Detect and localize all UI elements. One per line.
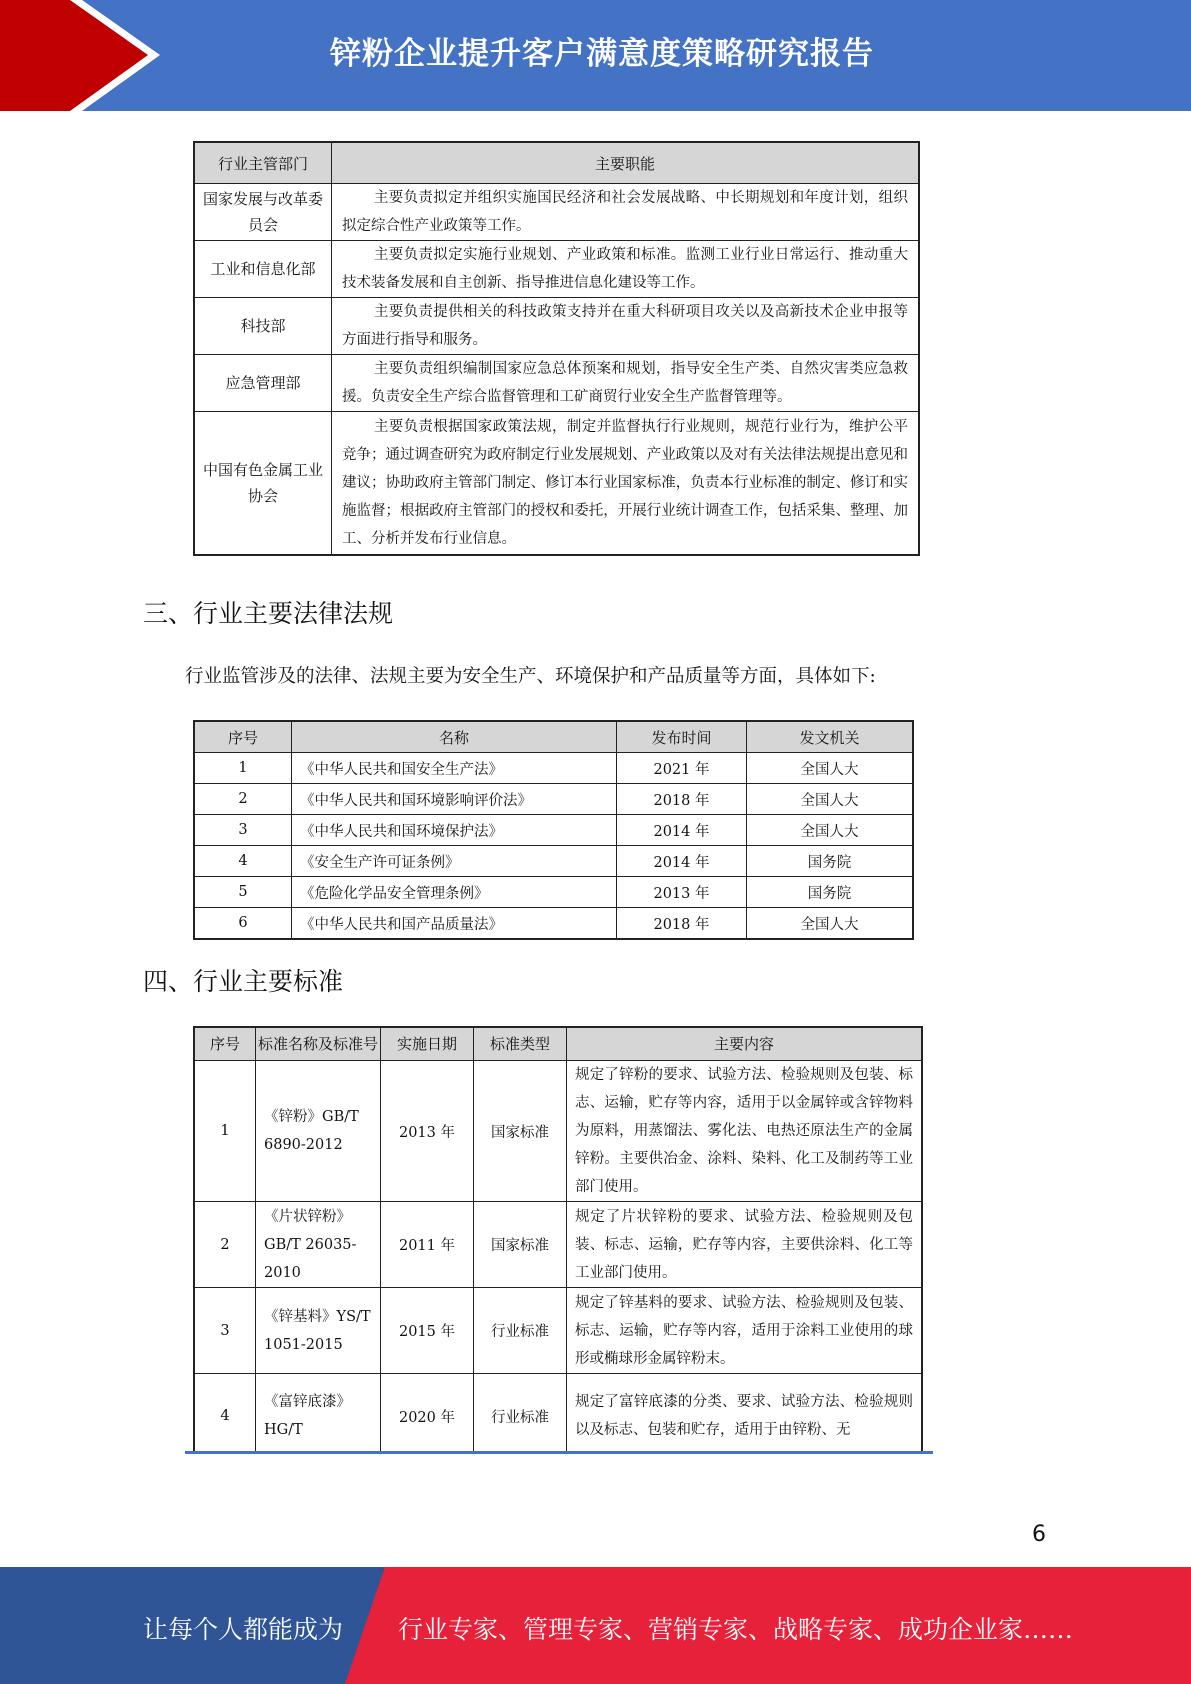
no-cell: 6 — [194, 908, 292, 940]
footer-slogan-left: 让每个人都能成为 — [143, 1615, 344, 1644]
law-name-cell: 《危险化学品安全管理条例》 — [292, 877, 617, 908]
law-name-cell: 《中华人民共和国环境影响评价法》 — [292, 784, 617, 815]
type-cell: 行业标准 — [474, 1288, 567, 1374]
column-header: 行业主管部门 — [194, 142, 332, 184]
column-header: 主要内容 — [567, 1027, 923, 1061]
no-cell: 4 — [194, 846, 292, 877]
standard-name-cell: 《富锌底漆》HG/T — [256, 1374, 381, 1452]
standard-name-cell: 《片状锌粉》GB/T 26035-2010 — [256, 1202, 381, 1288]
type-cell: 国家标准 — [474, 1202, 567, 1288]
duty-cell: 主要负责根据国家政策法规，制定并监督执行行业规则，规范行业行为，维护公平竞争；通过调查研究为政府制定行业发展规划、产业政策以及对有关法律法规提出意见和建议；协助政府主管部门制定、修订本行业国家标准，负责本行业标准的制定、修订和实施监督；根据政府主管部门的授权和委托，开展行业统计调查工作，包括采集、整理、加工、分析并发布行业信息。 — [332, 412, 920, 555]
type-cell: 行业标准 — [474, 1374, 567, 1452]
standard-name-cell: 《锌基料》YS/T 1051-2015 — [256, 1288, 381, 1374]
dept-cell: 中国有色金属工业协会 — [194, 412, 332, 555]
content-cell: 规定了锌粉的要求、试验方法、检验规则及包装、标志、运输，贮存等内容，适用于以金属锌或含锌物料为原料，用蒸馏法、雾化法、电热还原法生产的金属锌粉。主要供冶金、涂料、染料、化工及制药等工业部门使用。 — [567, 1061, 923, 1202]
date-cell: 2018 年 — [617, 784, 747, 815]
table-row — [194, 1202, 922, 1288]
no-cell: 1 — [194, 753, 292, 784]
org-cell: 全国人大 — [747, 753, 914, 784]
footer-slogan-right: 行业专家、管理专家、营销专家、战略专家、成功企业家…… — [398, 1615, 1074, 1644]
content-bottom-rule — [185, 1451, 933, 1454]
content-cell: 规定了锌基料的要求、试验方法、检验规则及包装、标志、运输，贮存等内容，适用于涂料工业使用的球形或椭球形金属锌粉末。 — [567, 1288, 923, 1374]
section-heading: 四、行业主要标准 — [143, 967, 344, 996]
law-name-cell: 《中华人民共和国安全生产法》 — [292, 753, 617, 784]
section-intro: 行业监管涉及的法律、法规主要为安全生产、环境保护和产品质量等方面，具体如下: — [185, 666, 876, 687]
law-name-cell: 《中华人民共和国环境保护法》 — [292, 815, 617, 846]
duty-cell: 主要负责拟定实施行业规划、产业政策和标准。监测工业行业日常运行、推动重大技术装备发展和自主创新、指导推进信息化建设等工作。 — [332, 241, 920, 298]
dept-cell: 应急管理部 — [194, 355, 332, 412]
no-cell: 3 — [194, 1288, 256, 1374]
standards-table — [193, 1026, 923, 1451]
content-cell: 规定了富锌底漆的分类、要求、试验方法、检验规则以及标志、包装和贮存，适用于由锌粉、无 — [567, 1374, 923, 1452]
no-cell: 3 — [194, 815, 292, 846]
org-cell: 全国人大 — [747, 815, 914, 846]
dept-cell: 科技部 — [194, 298, 332, 355]
date-cell: 2013 年 — [617, 877, 747, 908]
page-number: 6 — [1032, 1522, 1046, 1547]
org-cell: 国务院 — [747, 877, 914, 908]
date-cell: 2014 年 — [617, 846, 747, 877]
date-cell: 2020 年 — [381, 1374, 474, 1452]
content-cell: 规定了片状锌粉的要求、试验方法、检验规则及包装、标志、运输，贮存等内容，主要供涂料、化工等工业部门使用。 — [567, 1202, 923, 1288]
org-cell: 全国人大 — [747, 908, 914, 940]
column-header: 发布时间 — [617, 721, 747, 753]
no-cell: 2 — [194, 784, 292, 815]
column-header: 标准名称及标准号 — [256, 1027, 381, 1061]
table-row — [194, 1288, 922, 1374]
dept-cell: 工业和信息化部 — [194, 241, 332, 298]
duty-cell: 主要负责组织编制国家应急总体预案和规划，指导安全生产类、自然灾害类应急救援。负责安全生产综合监督管理和工矿商贸行业安全生产监督管理等。 — [332, 355, 920, 412]
org-cell: 国务院 — [747, 846, 914, 877]
date-cell: 2014 年 — [617, 815, 747, 846]
duty-cell: 主要负责提供相关的科技政策支持并在重大科研项目攻关以及高新技术企业申报等方面进行指导和服务。 — [332, 298, 920, 355]
date-cell: 2011 年 — [381, 1202, 474, 1288]
no-cell: 2 — [194, 1202, 256, 1288]
column-header: 主要职能 — [332, 142, 920, 184]
duty-cell: 主要负责拟定并组织实施国民经济和社会发展战略、中长期规划和年度计划，组织拟定综合性产业政策等工作。 — [332, 184, 920, 241]
column-header: 发文机关 — [747, 721, 914, 753]
type-cell: 国家标准 — [474, 1061, 567, 1202]
law-name-cell: 《安全生产许可证条例》 — [292, 846, 617, 877]
table-row — [194, 1374, 922, 1452]
column-header: 标准类型 — [474, 1027, 567, 1061]
column-header: 序号 — [194, 721, 292, 753]
page-footer — [0, 1567, 1191, 1684]
dept-cell: 国家发展与改革委员会 — [194, 184, 332, 241]
column-header: 序号 — [194, 1027, 256, 1061]
section-heading: 三、行业主要法律法规 — [143, 599, 394, 628]
no-cell: 1 — [194, 1061, 256, 1202]
column-header: 名称 — [292, 721, 617, 753]
org-cell: 全国人大 — [747, 784, 914, 815]
date-cell: 2015 年 — [381, 1288, 474, 1374]
date-cell: 2013 年 — [381, 1061, 474, 1202]
no-cell: 5 — [194, 877, 292, 908]
table-header-row — [194, 1027, 922, 1061]
table-row — [194, 1061, 922, 1202]
column-header: 实施日期 — [381, 1027, 474, 1061]
date-cell: 2018 年 — [617, 908, 747, 940]
no-cell: 4 — [194, 1374, 256, 1452]
standard-name-cell: 《锌粉》GB/T 6890-2012 — [256, 1061, 381, 1202]
report-title: 锌粉企业提升客户满意度策略研究报告 — [330, 36, 874, 72]
law-name-cell: 《中华人民共和国产品质量法》 — [292, 908, 617, 940]
date-cell: 2021 年 — [617, 753, 747, 784]
